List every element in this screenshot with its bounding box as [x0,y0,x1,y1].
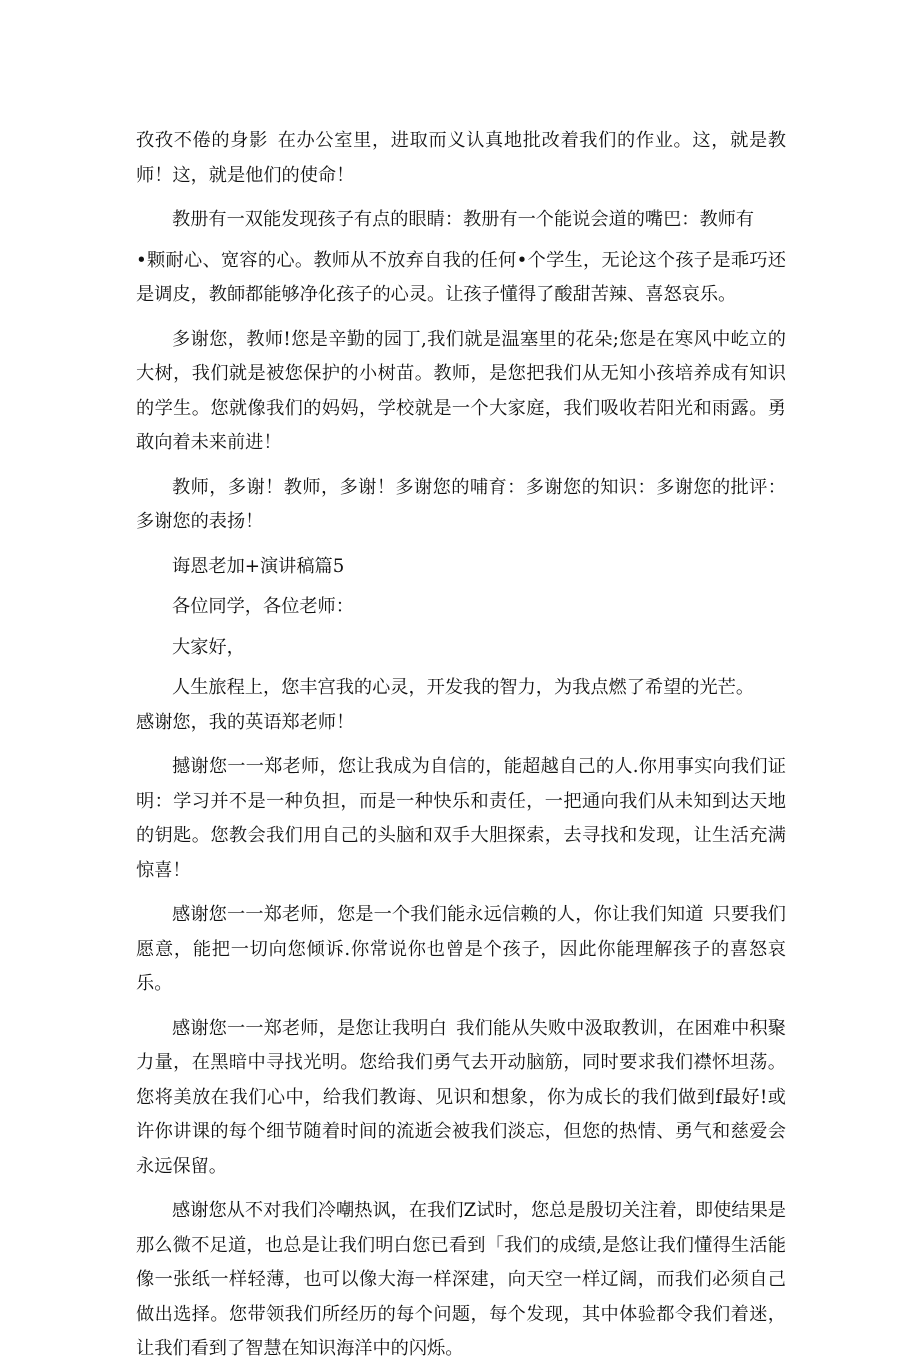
paragraph: 感谢您从不对我们冷嘲热讽，在我们Z试时，您总是殷切关注着，即使结果是那么微不足道，也总是让我们明白您已看到「我们的成绩,是悠让我们懂得生活能像一张纸一样轻薄，也可以像大海一样深建，向天空一样辽阔，而我们必须自己做出选择。您带领我们所经历的每个问题，每个发现，其中体验都令我们着迷，让我们看到了智慧在知识海洋中的闪烁。 [136,1200,786,1359]
paragraph: 多谢您，教师!您是辛勤的园丁,我们就是温塞里的花朵;您是在寒风中屹立的大树，我们就是被您保护的小树苗。教师，是您把我们从无知小孩培养成有知识的学生。您就像我们的妈妈，学校就是一个大家庭，我们吸收若阳光和雨露。勇敢向着未来前进！ [136,328,786,453]
paragraph: 感谢您一一郑老师，是您让我明白 我们能从失败中汲取教训，在困难中积聚力量，在黑暗中寻找光明。您给我们勇气去开动脑筋，同时要求我们襟怀坦荡。您将美放在我们心中，给我们教诲、见识和想象，你为成长的我们做到f最好!或许你讲课的每个细节随着时间的流逝会被我们淡忘，但您的热情、勇气和慈爱会永远保留。 [136,1017,786,1177]
salutation: 各位同学，各位老师： [172,596,354,617]
document-body [136,124,786,1367]
paragraph: 人生旅程上，您丰宫我的心灵，开发我的智力，为我点燃了希望的光芒。 [172,677,755,698]
paragraph: •颗耐心、宽容的心。教师从不放弃自我的任何•个学生，无论这个孩子是乖巧还是调皮，教師都能够净化孩子的心灵。让孩子懂得了酸甜苦辣、喜怒哀乐。 [136,249,786,305]
paragraph: 教师，多谢！教师，多谢！多谢您的哺育：多谢您的知识：多谢您的批评：多谢您的表扬！ [136,476,786,532]
paragraph: 教册有一双能发现孩子有点的眼睛：教册有一个能说会道的嘴巴：教师有 [172,209,755,230]
section-heading: 诲恩老加+演讲稿篇5 [172,555,345,577]
greeting: 大家好， [172,636,245,658]
paragraph: 孜孜不倦的身影 在办公室里，进取而义认真地批改着我们的作业。这，就是教师！这，就是他们的使命！ [136,130,786,186]
paragraph: 感谢您一一郑老师，您是一个我们能永远信赖的人，你让我们知道 只要我们愿意，能把一切向您倾诉.你常说你也曾是个孩子，因此你能理解孩子的喜怒哀乐。 [136,904,786,994]
paragraph: 感谢您，我的英语郑老师！ [136,711,355,733]
paragraph: 撼谢您一一郑老师，您让我成为自信的，能超越自己的人.你用事实向我们证明：学习并不是一种负担，而是一种快乐和责任，一把通向我们从未知到达天地的钥匙。您教会我们用自己的头脑和双手大胆探索，去寻找和发现，让生活充满惊喜！ [136,756,786,881]
